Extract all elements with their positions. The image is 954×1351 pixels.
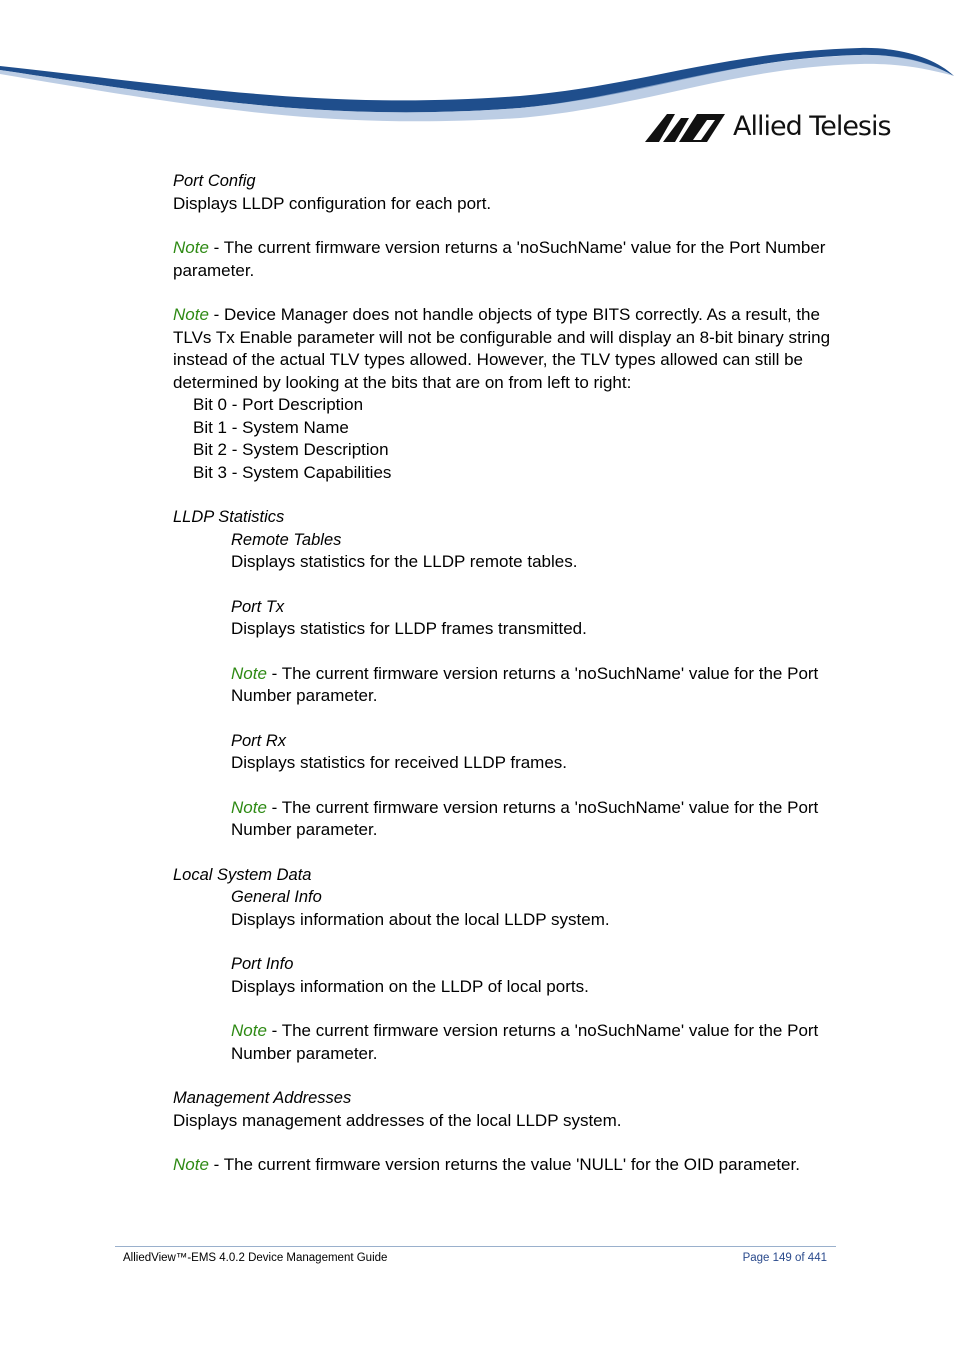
page-content — [173, 170, 833, 1177]
description-text: Displays management addresses of the local LLDP system. — [173, 1110, 622, 1130]
note-label: Note — [173, 305, 209, 324]
section-heading: Management Addresses — [173, 1089, 352, 1107]
spacer — [173, 641, 833, 663]
bit-list-item: Bit 3 - System Capabilities — [193, 462, 392, 482]
footer-page-number: Page 149 of 441 — [742, 1252, 827, 1264]
note-text: - The current firmware version returns the value 'NULL' for the OID parameter. — [208, 1155, 800, 1174]
section-heading: Port Config — [173, 172, 256, 190]
logo-mark-icon — [645, 110, 729, 144]
section-heading: LLDP Statistics — [173, 508, 285, 526]
spacer — [173, 842, 833, 864]
note-label: Note — [173, 1155, 209, 1174]
note-text: - The current firmware version returns a 'noSuchName' value for the Port Number parameter. — [231, 663, 819, 705]
description-text: Displays statistics for the LLDP remote tables. — [231, 552, 578, 571]
section-heading: Local System Data — [173, 865, 312, 884]
description-text: Displays statistics for received LLDP frames. — [231, 753, 568, 772]
note-paragraph — [173, 663, 833, 708]
note-text: - The current firmware version returns a 'noSuchName' value for the Port Number parameter. — [173, 238, 826, 280]
note-paragraph — [173, 237, 833, 282]
footer-divider — [115, 1246, 836, 1247]
spacer — [173, 1065, 833, 1087]
note-text: - Device Manager does not handle objects of type BITS correctly. As a result, the TLVs Tx Enable parameter will not be configurable and will display an 8-bit binary string instead of the actual TLV types allowed. However, the TLV types allowed can still be determined by looking at the bits that are on from left to right: — [173, 305, 831, 392]
subsection-heading: Remote Tables — [231, 530, 342, 549]
spacer — [173, 931, 833, 953]
subsection-heading: Port Rx — [231, 731, 287, 750]
note-paragraph — [173, 1154, 833, 1177]
subsection-heading: Port Tx — [231, 597, 285, 616]
note-paragraph — [173, 304, 833, 394]
note-paragraph — [173, 1020, 833, 1065]
note-label: Note — [231, 1021, 267, 1040]
note-label: Note — [173, 238, 209, 257]
footer-title: AlliedView™-EMS 4.0.2 Device Management Guide — [123, 1252, 388, 1264]
spacer — [173, 775, 833, 797]
description-text: Displays information about the local LLDP system. — [231, 909, 610, 929]
description-text: Displays statistics for LLDP frames transmitted. — [231, 619, 587, 638]
bit-list-item: Bit 1 - System Name — [193, 417, 349, 437]
bit-list-item: Bit 2 - System Description — [193, 440, 389, 459]
note-label: Note — [231, 797, 267, 817]
note-text: - The current firmware version returns a 'noSuchName' value for the Port Number parameter. — [231, 797, 819, 839]
spacer — [173, 484, 833, 506]
brand-name: Allied Telesis — [733, 111, 891, 142]
note-paragraph — [173, 797, 833, 842]
spacer — [173, 574, 833, 596]
spacer — [173, 282, 833, 304]
spacer — [173, 708, 833, 730]
subsection-heading: Port Info — [231, 955, 294, 973]
note-label: Note — [231, 663, 267, 683]
subsection-heading: General Info — [231, 888, 322, 906]
allied-telesis-logo — [645, 110, 905, 146]
bit-list-item: Bit 0 - Port Description — [193, 395, 364, 414]
description-text: Displays LLDP configuration for each port. — [173, 193, 492, 213]
description-text: Displays information on the LLDP of local ports. — [231, 976, 589, 996]
spacer — [173, 998, 833, 1020]
spacer — [173, 215, 833, 237]
spacer — [173, 1132, 833, 1154]
note-text: - The current firmware version returns a 'noSuchName' value for the Port Number parameter. — [231, 1021, 819, 1063]
